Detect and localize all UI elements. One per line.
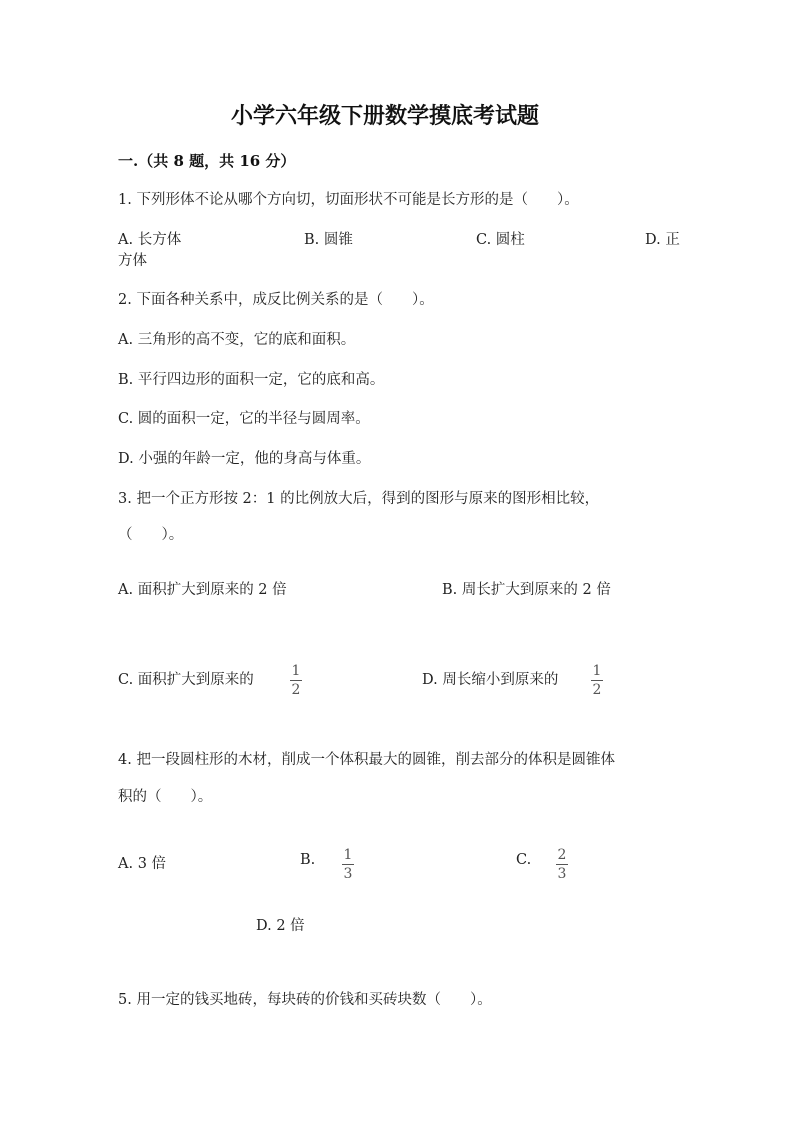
option-d[interactable]: D. 2 倍 bbox=[256, 918, 305, 934]
option-d[interactable]: D. 正 bbox=[645, 232, 680, 248]
fraction-denominator: 2 bbox=[291, 682, 301, 698]
option-c[interactable]: C. bbox=[516, 852, 532, 868]
section-header: 一.（共 8 题，共 16 分） bbox=[118, 152, 296, 170]
fraction-option-c bbox=[290, 664, 302, 697]
page-title: 小学六年级下册数学摸底考试题 bbox=[231, 103, 540, 129]
fraction-numerator: 2 bbox=[557, 847, 567, 863]
question-stem: 2. 下面各种关系中，成反比例关系的是（ ）。 bbox=[118, 292, 434, 308]
fraction-numerator: 1 bbox=[343, 847, 353, 863]
option-d-continuation: 方体 bbox=[118, 253, 147, 269]
option-a[interactable]: A. 长方体 bbox=[118, 232, 182, 248]
question-stem: 1. 下列形体不论从哪个方向切，切面形状不可能是长方形的是（ ）。 bbox=[118, 192, 579, 208]
fraction-option-c bbox=[556, 848, 568, 881]
option-b[interactable]: B. bbox=[300, 852, 316, 868]
fraction-denominator: 3 bbox=[343, 866, 353, 882]
fraction-option-b bbox=[342, 848, 354, 881]
question-stem-continuation: （ ）。 bbox=[118, 527, 184, 543]
option-b[interactable]: B. 周长扩大到原来的 2 倍 bbox=[442, 582, 611, 598]
fraction-denominator: 3 bbox=[557, 866, 567, 882]
option-b[interactable]: B. 平行四边形的面积一定，它的底和高。 bbox=[118, 372, 385, 388]
option-c[interactable]: C. 圆的面积一定，它的半径与圆周率。 bbox=[118, 411, 370, 427]
option-a[interactable]: A. 面积扩大到原来的 2 倍 bbox=[118, 582, 287, 598]
option-d[interactable]: D. 周长缩小到原来的 bbox=[422, 672, 559, 688]
fraction-option-d bbox=[591, 664, 603, 697]
option-d[interactable]: D. 小强的年龄一定，他的身高与体重。 bbox=[118, 451, 371, 467]
fraction-numerator: 1 bbox=[291, 663, 301, 679]
question-stem-continuation: 积的（ ）。 bbox=[118, 789, 213, 805]
option-a[interactable]: A. 三角形的高不变，它的底和面积。 bbox=[118, 332, 356, 348]
option-a[interactable]: A. 3 倍 bbox=[118, 856, 167, 872]
option-b[interactable]: B. 圆锥 bbox=[304, 232, 353, 248]
question-stem: 4. 把一段圆柱形的木材，削成一个体积最大的圆锥，削去部分的体积是圆锥体 bbox=[118, 752, 615, 768]
fraction-numerator: 1 bbox=[592, 663, 602, 679]
option-c[interactable]: C. 圆柱 bbox=[476, 232, 525, 248]
question-stem: 3. 把一个正方形按 2：1 的比例放大后，得到的图形与原来的图形相比较， bbox=[118, 491, 600, 507]
question-stem: 5. 用一定的钱买地砖，每块砖的价钱和买砖块数（ ）。 bbox=[118, 992, 492, 1008]
fraction-denominator: 2 bbox=[592, 682, 602, 698]
option-c[interactable]: C. 面积扩大到原来的 bbox=[118, 672, 254, 688]
